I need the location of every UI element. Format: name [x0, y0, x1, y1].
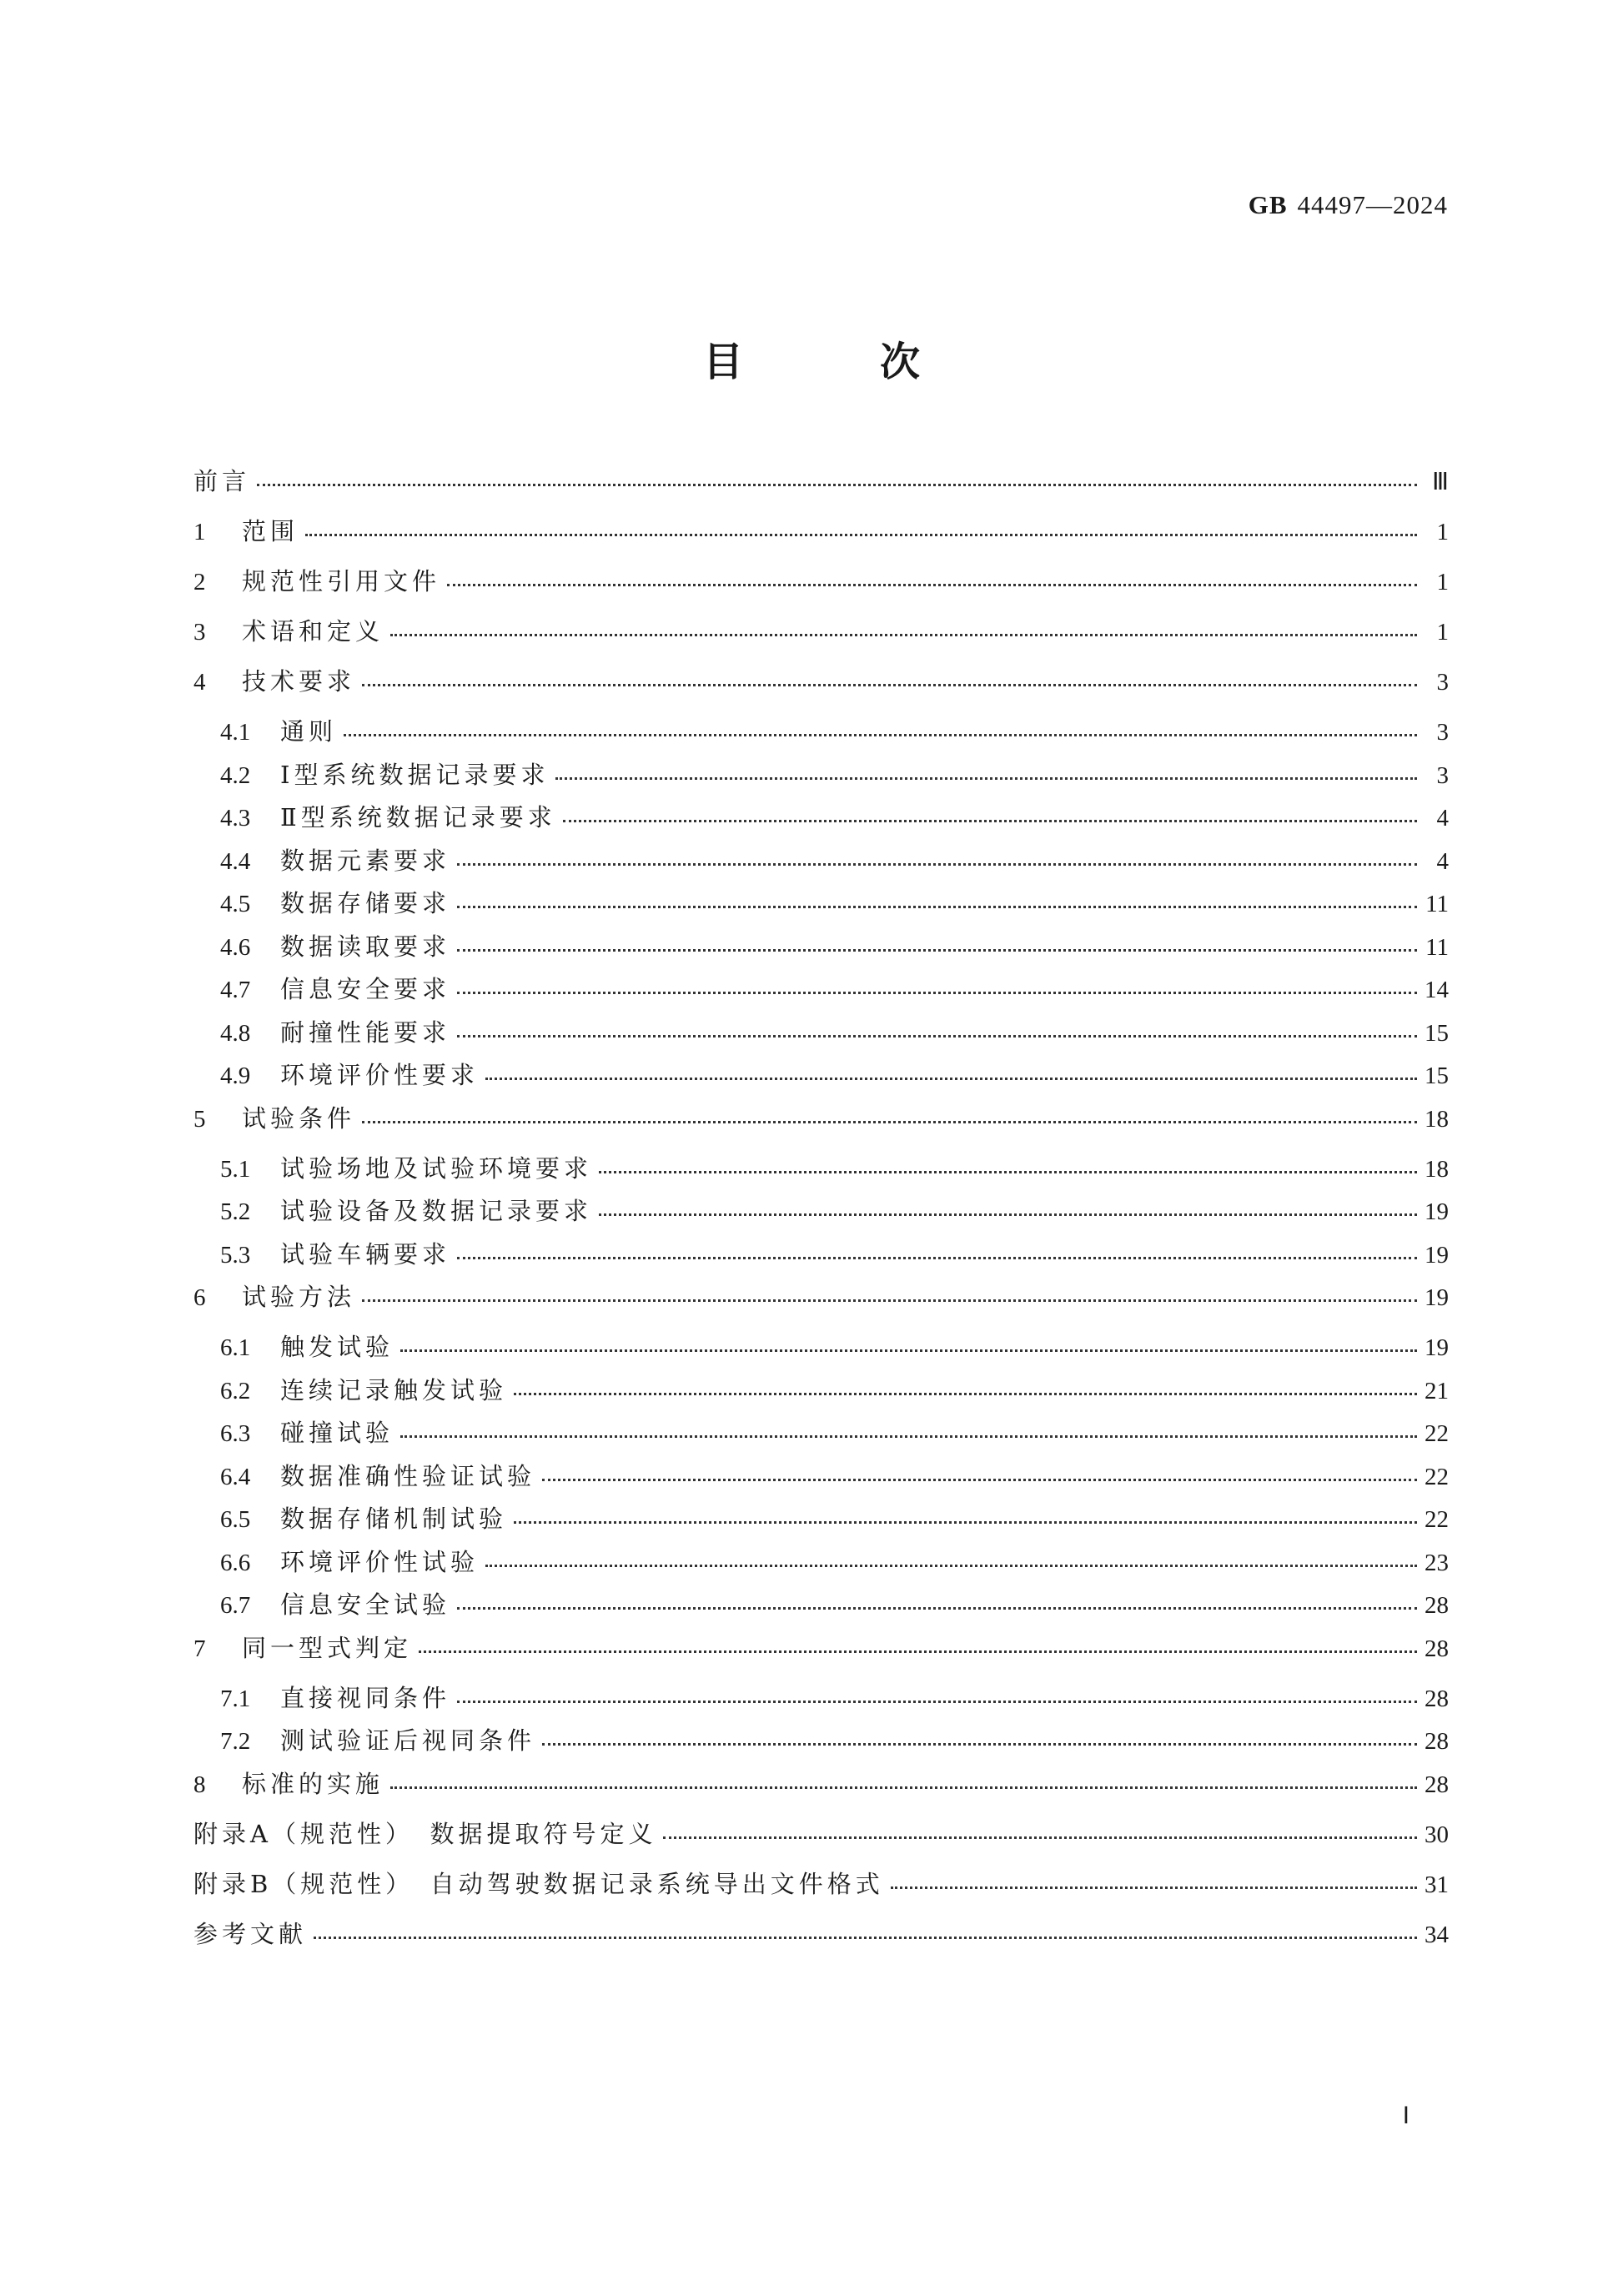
- toc-entry-label: 环境评价性试验: [280, 1547, 480, 1576]
- toc-entry[interactable]: [193, 1414, 1449, 1458]
- toc-entry[interactable]: [193, 1458, 1449, 1501]
- dot-leader: [419, 1650, 1417, 1653]
- toc-entry-label: 试验车辆要求: [280, 1239, 451, 1269]
- toc-entry-page: 3: [1436, 761, 1449, 789]
- dot-leader: [390, 1786, 1417, 1789]
- toc-entry-number: 6.4: [220, 1463, 251, 1490]
- toc-entry-number: 1: [193, 519, 206, 545]
- dot-leader: [457, 1606, 1417, 1610]
- toc-entry[interactable]: [193, 1014, 1449, 1058]
- toc-entry-page: 19: [1425, 1241, 1449, 1269]
- toc-entry-label: 连续记录触发试验: [280, 1375, 508, 1404]
- toc-entry[interactable]: [193, 1329, 1449, 1372]
- dot-leader: [599, 1170, 1417, 1173]
- toc-entry[interactable]: [193, 1150, 1449, 1193]
- dot-leader: [457, 1700, 1417, 1703]
- toc-entry-label: 标准的实施: [242, 1769, 384, 1798]
- dot-leader: [599, 1213, 1417, 1216]
- toc-entry-label: 技术要求: [242, 667, 356, 696]
- toc-entry-number: 3: [193, 619, 206, 646]
- toc-entry[interactable]: [193, 663, 1449, 713]
- toc-entry-page: 19: [1425, 1284, 1449, 1311]
- toc-entry[interactable]: [193, 1193, 1449, 1236]
- toc-entry-page: 1: [1436, 619, 1449, 646]
- toc-entry[interactable]: [193, 1057, 1449, 1100]
- dot-leader: [257, 483, 1417, 486]
- toc-entry[interactable]: [193, 1586, 1449, 1630]
- toc-entry-number: 6: [193, 1284, 206, 1311]
- toc-entry[interactable]: [193, 928, 1449, 972]
- toc-entry-page: 14: [1425, 977, 1449, 1003]
- toc-entry[interactable]: [193, 1816, 1449, 1866]
- toc-entry-page: 19: [1425, 1334, 1449, 1361]
- toc-entry-number: 4.9: [220, 1063, 251, 1089]
- toc-entry-label: 试验方法: [242, 1283, 356, 1311]
- toc-entry-label: 直接视同条件: [280, 1683, 451, 1712]
- dot-leader: [457, 862, 1417, 866]
- toc-entry[interactable]: [193, 799, 1449, 842]
- toc-entry-label: 数据存储要求: [280, 889, 451, 917]
- dot-leader: [485, 1077, 1417, 1080]
- toc-entry-number: 4.6: [220, 933, 251, 961]
- toc-entry-number: 4.1: [220, 719, 251, 746]
- toc-entry-page: 23: [1425, 1549, 1449, 1576]
- toc-entry-number: 6.5: [220, 1506, 251, 1533]
- toc-entry-page: 4: [1436, 805, 1449, 831]
- dot-leader: [485, 1564, 1417, 1567]
- toc-entry-label: 数据存储机制试验: [280, 1505, 508, 1533]
- toc-entry[interactable]: [193, 1916, 1449, 1966]
- toc-entry-label: 试验场地及试验环境要求: [280, 1153, 593, 1183]
- toc-entry-page: 11: [1425, 933, 1449, 961]
- toc-entry-number: 6.2: [220, 1377, 251, 1404]
- toc-entry-number: 4.2: [220, 761, 251, 789]
- toc-entry[interactable]: [193, 885, 1449, 928]
- dot-leader: [400, 1349, 1417, 1352]
- toc-entry[interactable]: [193, 971, 1449, 1014]
- toc-entry[interactable]: [193, 463, 1449, 513]
- dot-leader: [362, 1299, 1417, 1302]
- toc-entry-number: 4.5: [220, 891, 251, 917]
- toc-entry-label: 数据元素要求: [280, 846, 451, 875]
- toc-entry-label: 测试验证后视同条件: [280, 1726, 536, 1755]
- toc-entry[interactable]: [193, 1630, 1449, 1680]
- toc-entry[interactable]: [193, 1236, 1449, 1279]
- toc-entry-page: 15: [1425, 1019, 1449, 1047]
- toc-entry-number: 7.2: [220, 1728, 251, 1755]
- dot-leader: [457, 905, 1417, 908]
- dot-leader: [891, 1886, 1417, 1889]
- toc-entry-label: 同一型式判定: [242, 1633, 413, 1662]
- table-of-contents: [193, 463, 1449, 1966]
- toc-entry[interactable]: [193, 513, 1449, 563]
- dot-leader: [457, 1034, 1417, 1037]
- toc-entry-label: 信息安全要求: [280, 975, 451, 1003]
- toc-entry-page: 22: [1425, 1506, 1449, 1533]
- dot-leader: [563, 819, 1417, 822]
- toc-entry[interactable]: [193, 1100, 1449, 1150]
- toc-entry-label: 附录B（规范性） 自动驾驶数据记录系统导出文件格式: [193, 1869, 884, 1898]
- toc-entry-page: 28: [1425, 1771, 1449, 1798]
- toc-entry-page: 31: [1425, 1871, 1449, 1898]
- toc-entry-page: 22: [1425, 1420, 1449, 1447]
- toc-entry-label: 试验设备及数据记录要求: [280, 1197, 593, 1225]
- dot-leader: [362, 683, 1417, 686]
- toc-entry-number: 4.7: [220, 977, 251, 1003]
- dot-leader: [542, 1742, 1417, 1746]
- page-number: Ⅰ: [1402, 2103, 1409, 2129]
- toc-entry-page: 11: [1425, 891, 1449, 917]
- toc-entry-page: Ⅲ: [1432, 469, 1449, 495]
- toc-title: 目 次: [702, 339, 968, 385]
- toc-entry[interactable]: [193, 1372, 1449, 1415]
- toc-entry-page: 1: [1436, 569, 1449, 595]
- toc-entry-page: 28: [1425, 1728, 1449, 1755]
- toc-entry-number: 6.6: [220, 1549, 251, 1576]
- toc-entry-number: 5.1: [220, 1155, 251, 1183]
- dot-leader: [457, 948, 1417, 952]
- toc-entry-page: 30: [1425, 1821, 1449, 1848]
- toc-entry-number: 6.7: [220, 1592, 251, 1619]
- toc-entry-number: 6.3: [220, 1420, 251, 1447]
- toc-entry-number: 7: [193, 1635, 206, 1662]
- toc-entry-label: Ⅰ型系统数据记录要求: [280, 760, 550, 789]
- toc-entry-number: 8: [193, 1771, 206, 1798]
- dot-leader: [514, 1520, 1417, 1524]
- toc-entry-number: 6.1: [220, 1334, 251, 1361]
- toc-entry-number: 2: [193, 569, 206, 595]
- toc-entry[interactable]: [193, 613, 1449, 663]
- dot-leader: [400, 1434, 1417, 1438]
- toc-entry[interactable]: [193, 842, 1449, 886]
- toc-entry-page: 18: [1425, 1155, 1449, 1183]
- dot-leader: [362, 1120, 1417, 1123]
- dot-leader: [663, 1836, 1417, 1839]
- toc-entry-number: 4.8: [220, 1019, 251, 1047]
- standard-prefix: GB: [1248, 190, 1288, 219]
- toc-entry-label: Ⅱ型系统数据记录要求: [280, 803, 556, 831]
- toc-entry-page: 15: [1425, 1063, 1449, 1089]
- toc-entry-page: 18: [1425, 1105, 1449, 1133]
- toc-entry-page: 28: [1425, 1592, 1449, 1619]
- toc-entry-number: 4.4: [220, 847, 251, 875]
- toc-entry-page: 28: [1425, 1635, 1449, 1662]
- toc-entry-label: 碰撞试验: [280, 1419, 394, 1447]
- toc-entry[interactable]: [193, 1279, 1449, 1329]
- toc-entry[interactable]: [193, 713, 1449, 756]
- toc-entry-page: 19: [1425, 1198, 1449, 1225]
- toc-entry-label: 参考文献: [193, 1919, 308, 1948]
- toc-entry[interactable]: [193, 756, 1449, 800]
- toc-entry[interactable]: [193, 1500, 1449, 1544]
- toc-entry-label: 术语和定义: [242, 617, 384, 646]
- toc-entry-label: 试验条件: [242, 1103, 356, 1133]
- toc-entry-label: 附录A（规范性） 数据提取符号定义: [193, 1819, 657, 1848]
- toc-entry-label: 耐撞性能要求: [280, 1017, 451, 1047]
- toc-entry-label: 数据准确性验证试验: [280, 1461, 536, 1490]
- toc-entry-page: 4: [1436, 847, 1449, 875]
- toc-entry-label: 通则: [280, 717, 338, 746]
- toc-entry-number: 4: [193, 669, 206, 696]
- toc-entry-label: 触发试验: [280, 1333, 394, 1361]
- dot-leader: [447, 583, 1417, 586]
- dot-leader: [457, 991, 1417, 994]
- dot-leader: [390, 633, 1417, 636]
- toc-entry[interactable]: [193, 1722, 1449, 1766]
- toc-entry[interactable]: [193, 563, 1449, 613]
- toc-entry-label: 规范性引用文件: [242, 567, 441, 595]
- toc-entry-label: 范围: [242, 517, 299, 545]
- toc-entry-page: 3: [1436, 669, 1449, 696]
- toc-entry-label: 前言: [193, 467, 251, 495]
- toc-entry[interactable]: [193, 1866, 1449, 1916]
- dot-leader: [457, 1256, 1417, 1259]
- dot-leader: [555, 776, 1417, 780]
- dot-leader: [542, 1478, 1417, 1481]
- dot-leader: [305, 533, 1417, 536]
- standard-code: [1249, 190, 1448, 220]
- toc-entry-label: 环境评价性要求: [280, 1061, 480, 1089]
- toc-entry-page: 3: [1436, 719, 1449, 746]
- dot-leader: [314, 1936, 1417, 1939]
- dot-leader: [514, 1392, 1417, 1395]
- toc-entry-number: 5: [193, 1105, 206, 1133]
- toc-entry-number: 7.1: [220, 1685, 251, 1712]
- toc-entry-page: 1: [1436, 519, 1449, 545]
- dot-leader: [344, 733, 1417, 736]
- toc-entry-page: 21: [1425, 1377, 1449, 1404]
- toc-entry[interactable]: [193, 1766, 1449, 1816]
- toc-entry-number: 5.3: [220, 1241, 251, 1269]
- toc-entry-page: 22: [1425, 1463, 1449, 1490]
- toc-entry-label: 信息安全试验: [280, 1590, 451, 1619]
- toc-entry-number: 5.2: [220, 1198, 251, 1225]
- toc-entry[interactable]: [193, 1544, 1449, 1587]
- toc-entry-page: 34: [1425, 1921, 1449, 1948]
- standard-number: 44497—2024: [1297, 190, 1448, 219]
- toc-entry[interactable]: [193, 1680, 1449, 1723]
- toc-entry-page: 28: [1425, 1685, 1449, 1712]
- toc-entry-label: 数据读取要求: [280, 932, 451, 961]
- toc-entry-number: 4.3: [220, 805, 251, 831]
